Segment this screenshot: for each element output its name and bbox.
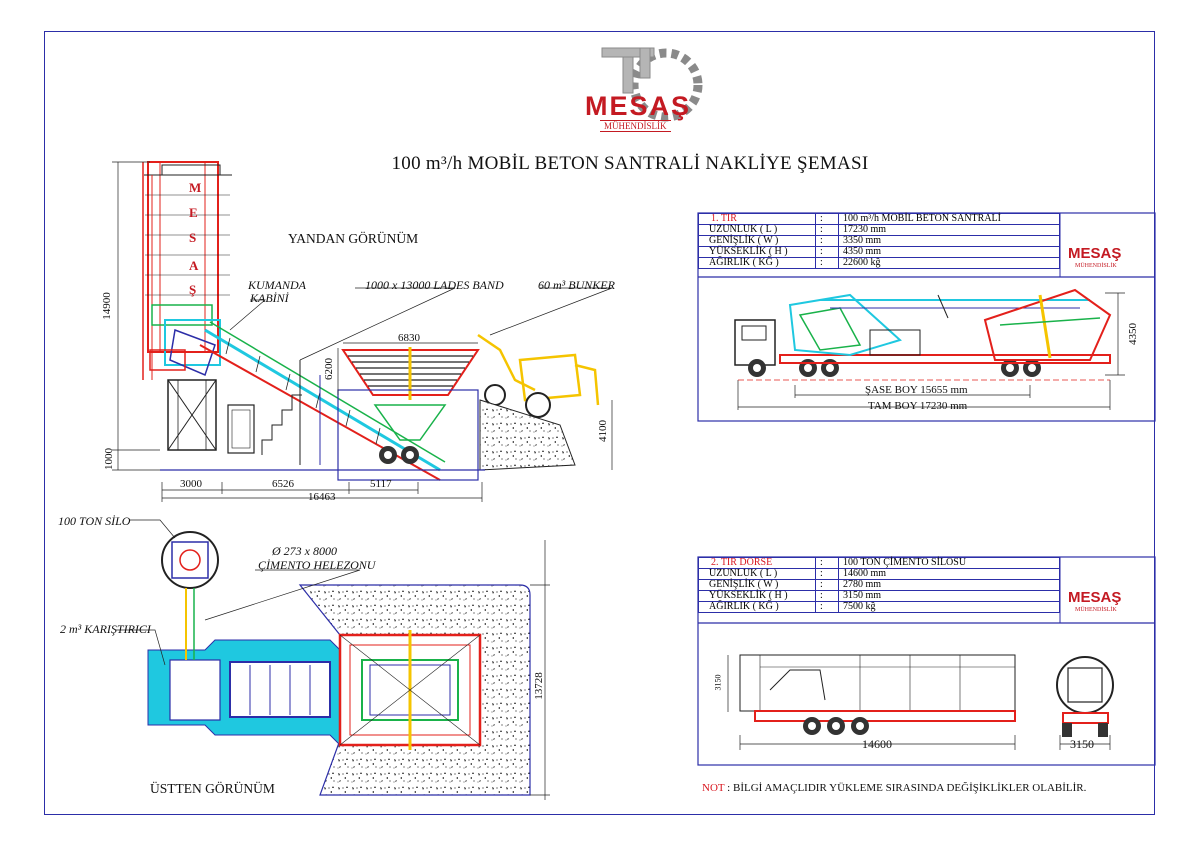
truck2-spec-value: 3150 mm <box>839 591 1060 602</box>
truck2-spec-label: GENİŞLİK ( W ) <box>699 580 816 591</box>
footer-note <box>702 782 1086 794</box>
dim-height-base: 1000 <box>103 448 115 470</box>
truck1-spec-value: 22600 kğ <box>839 258 1060 269</box>
truck2-spec-label: AĞIRLIK ( KĞ ) <box>699 602 816 613</box>
control-cabin-label-2: KABİNİ <box>250 291 289 305</box>
control-cabin-label: KUMANDA <box>248 278 306 292</box>
truck1-spec-value: 17230 mm <box>839 225 1060 236</box>
conveyor-label: 1000 x 13000 LADES BAND <box>365 278 504 292</box>
truck1-title-value: 100 m³/h MOBİL BETON SANTRALİ <box>839 214 1060 225</box>
truck1-spec-value: 4350 mm <box>839 247 1060 258</box>
brand-name: MESAŞ <box>585 91 692 121</box>
truck1-spec-label: AĞIRLIK ( KĞ ) <box>699 258 816 269</box>
silo-letter: Ş <box>189 282 197 297</box>
truck1-title: 1. TIR <box>699 214 816 225</box>
truck1-logo-sub: MÜHENDİSLİK <box>1075 263 1117 269</box>
truck2-spec-table: 2. TIR DORSE : 100 TON ÇİMENTO SİLOSU UZUNLUK ( L ) : 14600 mm GENİŞLİK ( W ) : 2780 mm YÜKSEKLİK ( H ) : 3150 mm AĞIRLIK ( KĞ ) : 7500 kğ <box>698 557 1060 613</box>
truck1-dim-chassis: ŞASE BOY 15655 mm <box>865 384 968 396</box>
silo-letter: E <box>189 205 198 220</box>
truck1-logo-text: MESAŞ <box>1068 245 1122 262</box>
truck2-spec-value: 2780 mm <box>839 580 1060 591</box>
truck1-spec-label: UZUNLUK ( L ) <box>699 225 816 236</box>
truck2-spec-value: 14600 mm <box>839 569 1060 580</box>
note-text: : BİLGİ AMAÇLIDIR YÜKLEME SIRASINDA DEĞİŞİKLİKLER OLABİLİR. <box>724 782 1087 794</box>
truck1-spec-label: GENİŞLİK ( W ) <box>699 236 816 247</box>
dim-bunker-width: 6830 <box>398 332 420 344</box>
truck2-title: 2. TIR DORSE <box>699 558 816 569</box>
top-view-heading: ÜSTTEN GÖRÜNÜM <box>150 781 275 796</box>
dim-seg3: 5117 <box>370 478 392 490</box>
truck1-dim-total: TAM BOY 17230 mm <box>868 400 968 412</box>
screw-label-size: Ø 273 x 8000 <box>272 544 337 558</box>
mixer-label: 2 m³ KARIŞTIRICI <box>60 622 151 636</box>
truck2-dim-height: 3150 <box>713 674 723 691</box>
truck1-spec-label: YÜKSEKLİK ( H ) <box>699 247 816 258</box>
dim-top-width: 13728 <box>532 672 545 700</box>
truck2-spec-value: 7500 kğ <box>839 602 1060 613</box>
side-view-drawing <box>112 162 612 502</box>
truck1-dim-height: 4350 <box>1127 323 1139 345</box>
truck2-dim-width: 3150 <box>1070 737 1094 751</box>
truck2-logo-sub: MÜHENDİSLİK <box>1075 607 1117 613</box>
note-prefix: NOT <box>702 782 725 794</box>
brand-subtitle: MÜHENDİSLİK <box>600 120 671 132</box>
truck2-logo-text: MESAŞ <box>1068 589 1122 606</box>
dim-total-len: 16463 <box>308 491 336 503</box>
dim-ramp-height: 4100 <box>597 420 609 442</box>
truck2-dim-length: 14600 <box>862 737 892 751</box>
page-title: 100 m³/h MOBİL BETON SANTRALİ NAKLİYE ŞEMASI <box>391 153 869 174</box>
silo-letter: M <box>189 180 202 195</box>
dim-height-total: 14900 <box>100 292 113 320</box>
screw-label: ÇİMENTO HELEZONU <box>258 558 376 572</box>
dim-seg2: 6526 <box>272 478 294 490</box>
truck1-spec-table: 1. TIR : 100 m³/h MOBİL BETON SANTRALİ UZUNLUK ( L ) : 17230 mm GENİŞLİK ( W ) : 3350 mm YÜKSEKLİK ( H ) : 4350 mm AĞIRLIK ( KĞ ) : 22600 kğ <box>698 213 1060 269</box>
dim-bunker-height: 6200 <box>323 358 335 380</box>
truck2-spec-label: UZUNLUK ( L ) <box>699 569 816 580</box>
side-view-heading: YANDAN GÖRÜNÜM <box>288 231 419 246</box>
dim-seg1: 3000 <box>180 478 202 490</box>
silo-label: 100 TON SİLO <box>58 514 131 528</box>
truck1-spec-value: 3350 mm <box>839 236 1060 247</box>
truck2-title-value: 100 TON ÇİMENTO SİLOSU <box>839 558 1060 569</box>
silo-letter: S <box>189 230 197 245</box>
bunker-label: 60 m³ BUNKER <box>538 278 615 292</box>
silo-letter: A <box>189 258 199 273</box>
truck2-spec-label: YÜKSEKLİK ( H ) <box>699 591 816 602</box>
